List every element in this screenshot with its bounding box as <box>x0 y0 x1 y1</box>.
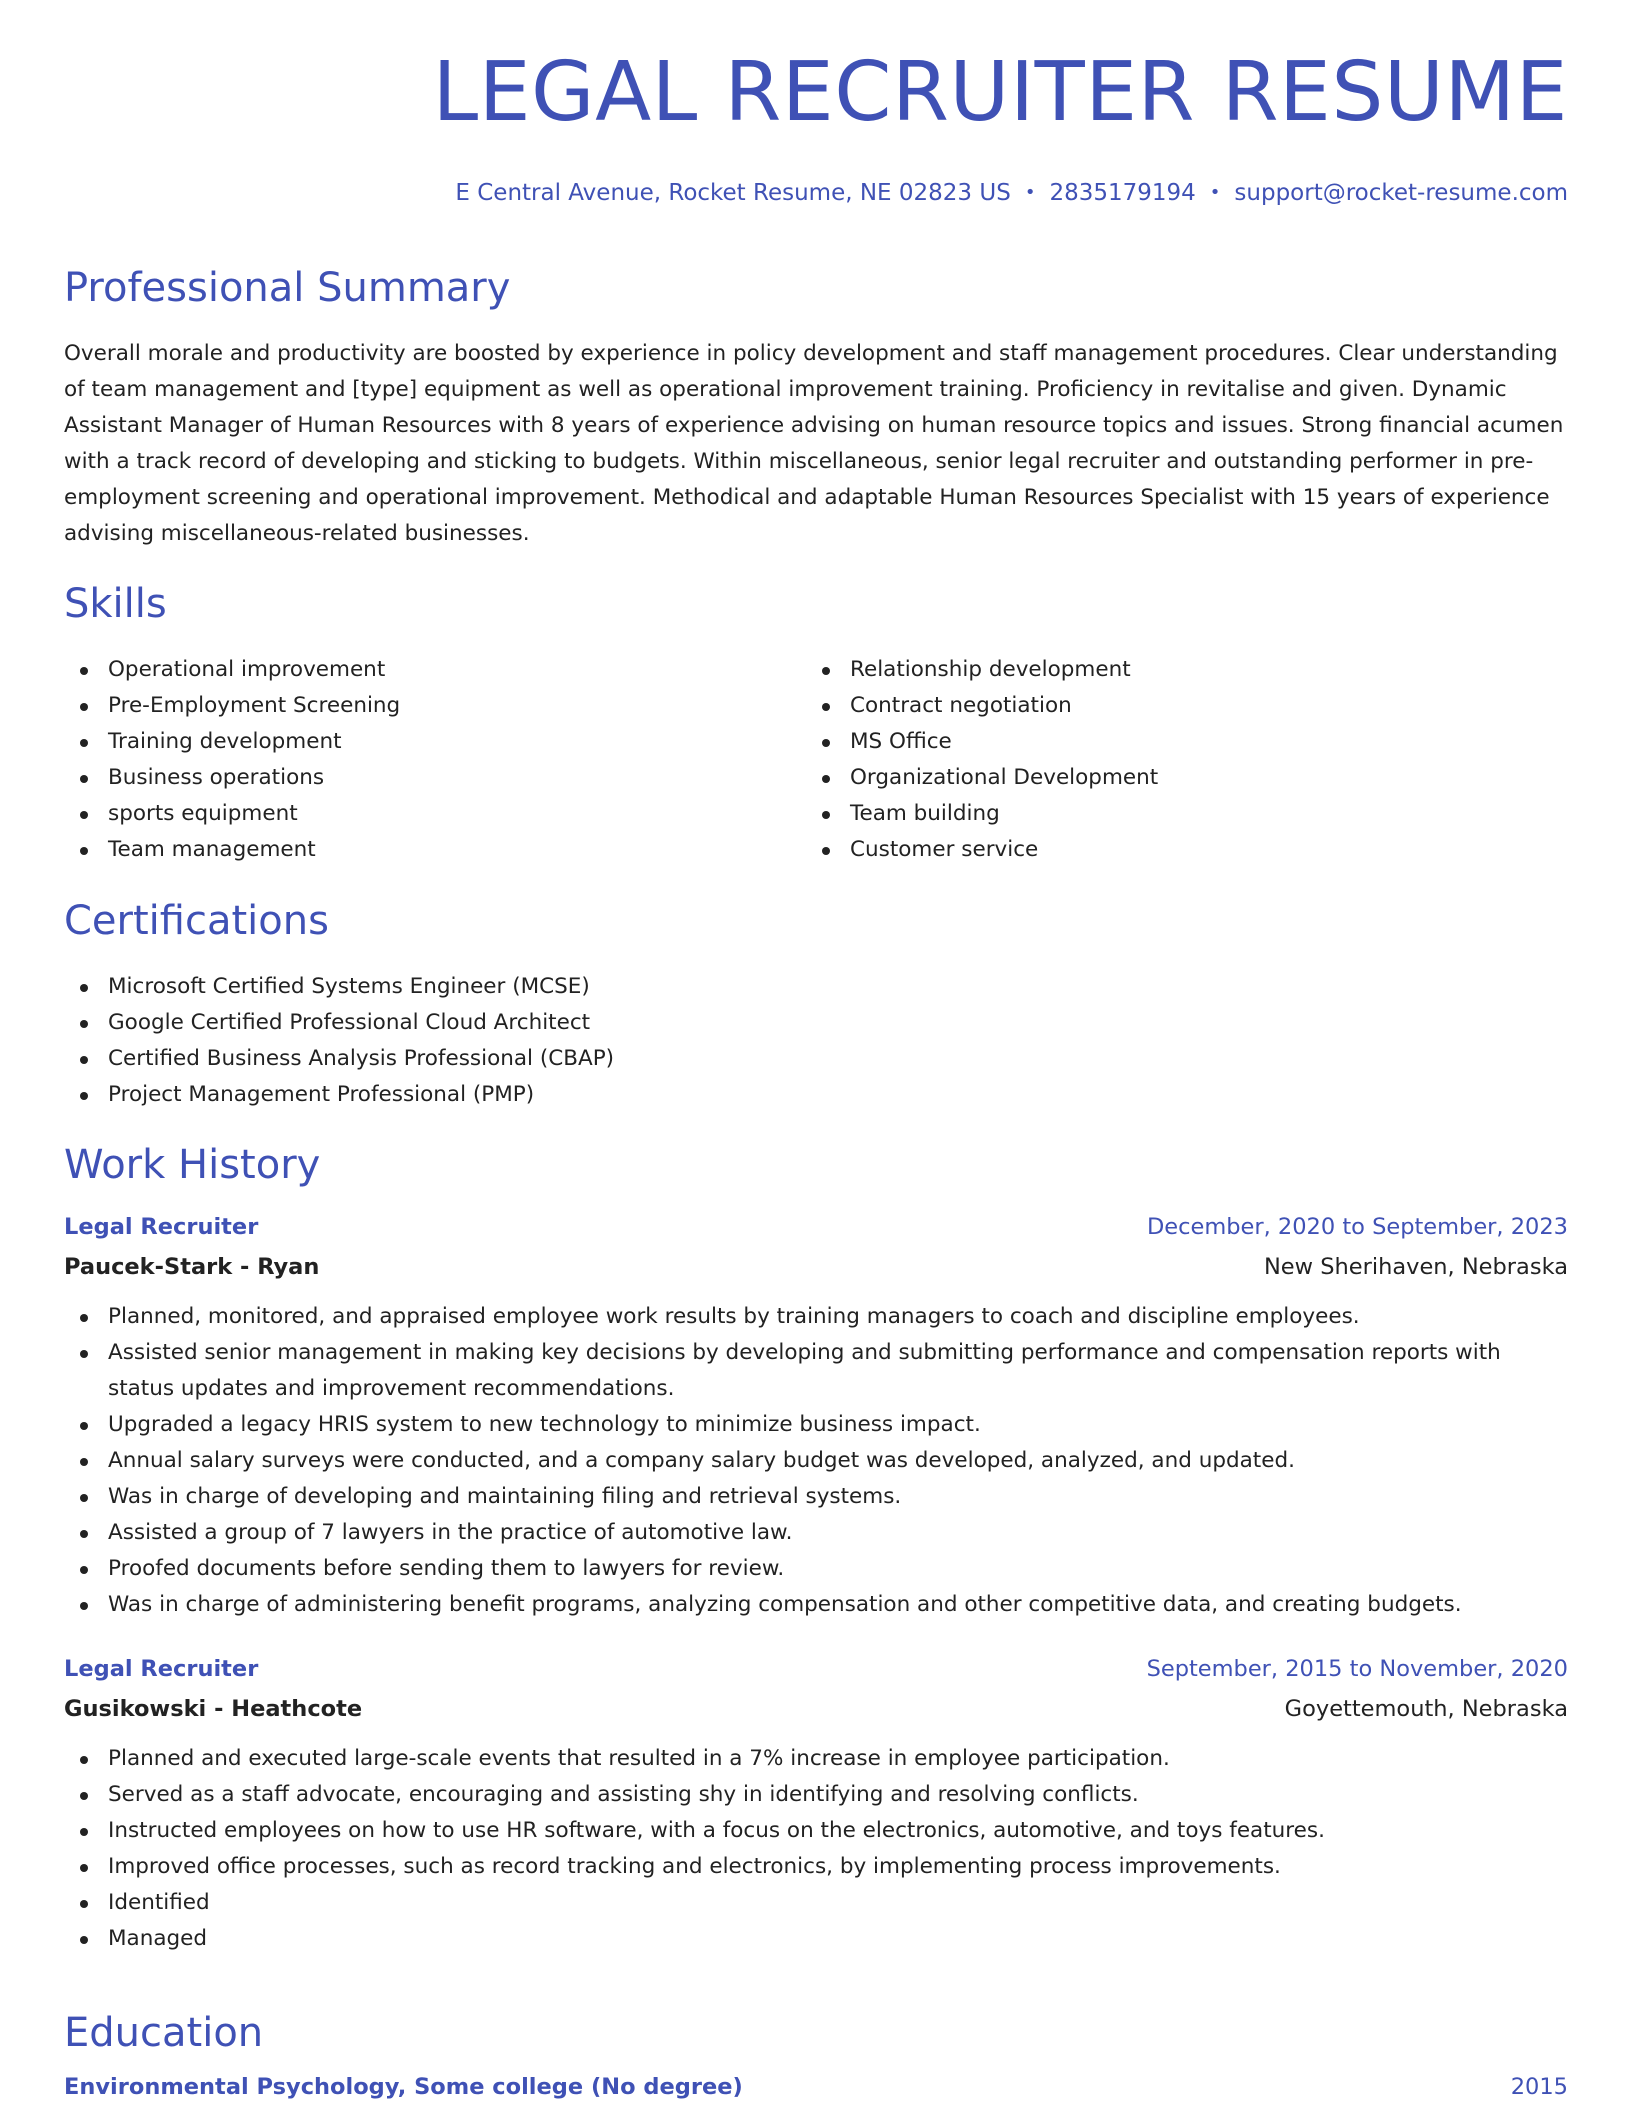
job-entry <box>64 1649 1568 1957</box>
skills-list-right <box>806 652 1548 868</box>
skill-item: Team building <box>806 796 1548 832</box>
job-duty-item: Proofed documents before sending them to lawyers for review. <box>64 1551 1568 1587</box>
skill-item: Organizational Development <box>806 760 1548 796</box>
skills-column-left <box>64 652 806 868</box>
certification-item: Project Management Professional (PMP) <box>64 1077 1568 1113</box>
skill-item: MS Office <box>806 724 1548 760</box>
job-duty-item: Managed <box>64 1921 1568 1957</box>
job-location: Goyettemouth, Nebraska <box>1284 1696 1568 1722</box>
job-company-row <box>64 1247 1568 1287</box>
contact-phone: 2835179194 <box>1049 180 1196 206</box>
job-duties-list <box>64 1299 1568 1623</box>
skill-item: Pre-Employment Screening <box>64 688 806 724</box>
job-company-row <box>64 1689 1568 1729</box>
job-company: Paucek-Stark - Ryan <box>64 1254 320 1280</box>
skill-item: Contract negotiation <box>806 688 1548 724</box>
contact-separator: • <box>1209 182 1221 203</box>
job-dates: December, 2020 to September, 2023 <box>1146 1214 1568 1240</box>
job-duty-item: Planned, monitored, and appraised employee work results by training managers to coach and discipline employees. <box>64 1299 1568 1335</box>
contact-separator: • <box>1024 182 1036 203</box>
work-history-heading: Work History <box>64 1142 321 1188</box>
education-entry <box>64 2067 1568 2107</box>
job-duty-item: Was in charge of developing and maintaining filing and retrieval systems. <box>64 1479 1568 1515</box>
contact-address: E Central Avenue, Rocket Resume, NE 02823 US <box>455 180 1011 206</box>
job-duty-item: Upgraded a legacy HRIS system to new technology to minimize business impact. <box>64 1407 1568 1443</box>
job-dates: September, 2015 to November, 2020 <box>1146 1656 1568 1682</box>
job-title: Legal Recruiter <box>64 1214 259 1240</box>
skills-list-left <box>64 652 806 868</box>
job-duty-item: Assisted senior management in making key decisions by developing and submitting performance and compensation reports with status updates and improvement recommendations. <box>64 1335 1568 1407</box>
summary-text: Overall morale and productivity are boosted by experience in policy development and staff management procedures. Clear understanding of team management and [type] equipment as well as operational improvement training. Proficiency in revitalise and given. Dynamic Assistant Manager of Human Resources with 8 years of experience advising on human resource topics and issues. Strong financial acumen with a track record of developing and sticking to budgets. Within miscellaneous, senior legal recruiter and outstanding performer in pre-employment screening and operational improvement. Methodical and adaptable Human Resources Specialist with 15 years of experience advising miscellaneous-related businesses. <box>64 341 1564 546</box>
job-entry <box>64 1207 1568 1623</box>
job-duty-item: Identified <box>64 1885 1568 1921</box>
skills-column-right <box>806 652 1548 868</box>
skill-item: Relationship development <box>806 652 1548 688</box>
skills-heading: Skills <box>64 581 167 627</box>
job-duty-item: Instructed employees on how to use HR software, with a focus on the electronics, automotive, and toys features. <box>64 1813 1568 1849</box>
work-history-section <box>64 1142 1568 1957</box>
skill-item: Customer service <box>806 832 1548 868</box>
certification-item: Certified Business Analysis Professional (CBAP) <box>64 1041 1568 1077</box>
education-degree: Environmental Psychology, Some college (No degree) <box>64 2074 743 2100</box>
education-year: 2015 <box>1510 2074 1568 2100</box>
resume-title: LEGAL RECRUITER RESUME <box>432 45 1568 140</box>
summary-section <box>64 265 1568 552</box>
certifications-section <box>64 898 1568 1113</box>
skill-item: sports equipment <box>64 796 806 832</box>
education-section <box>64 2010 1568 2107</box>
job-header-row <box>64 1649 1568 1689</box>
skills-section <box>64 581 1568 868</box>
job-location: New Sherihaven, Nebraska <box>1263 1254 1568 1280</box>
job-duty-item: Assisted a group of 7 lawyers in the practice of automotive law. <box>64 1515 1568 1551</box>
contact-email[interactable]: support@rocket-resume.com <box>1234 180 1568 206</box>
job-header-row <box>64 1207 1568 1247</box>
skills-grid <box>64 652 1568 868</box>
education-heading: Education <box>64 2010 264 2056</box>
job-title: Legal Recruiter <box>64 1656 259 1682</box>
job-duties-list <box>64 1741 1568 1957</box>
certification-item: Google Certified Professional Cloud Architect <box>64 1005 1568 1041</box>
contact-line <box>455 182 1568 205</box>
certification-item: Microsoft Certified Systems Engineer (MCSE) <box>64 969 1568 1005</box>
skill-item: Operational improvement <box>64 652 806 688</box>
job-duty-item: Improved office processes, such as record tracking and electronics, by implementing process improvements. <box>64 1849 1568 1885</box>
job-duty-item: Planned and executed large-scale events that resulted in a 7% increase in employee participation. <box>64 1741 1568 1777</box>
certifications-heading: Certifications <box>64 898 329 944</box>
skill-item: Business operations <box>64 760 806 796</box>
job-company: Gusikowski - Heathcote <box>64 1696 363 1722</box>
job-duty-item: Served as a staff advocate, encouraging and assisting shy in identifying and resolving conflicts. <box>64 1777 1568 1813</box>
job-duty-item: Annual salary surveys were conducted, and a company salary budget was developed, analyzed, and updated. <box>64 1443 1568 1479</box>
certifications-list <box>64 969 1568 1113</box>
skill-item: Team management <box>64 832 806 868</box>
summary-heading: Professional Summary <box>64 265 511 311</box>
skill-item: Training development <box>64 724 806 760</box>
job-duty-item: Was in charge of administering benefit programs, analyzing compensation and other competitive data, and creating budgets. <box>64 1587 1568 1623</box>
